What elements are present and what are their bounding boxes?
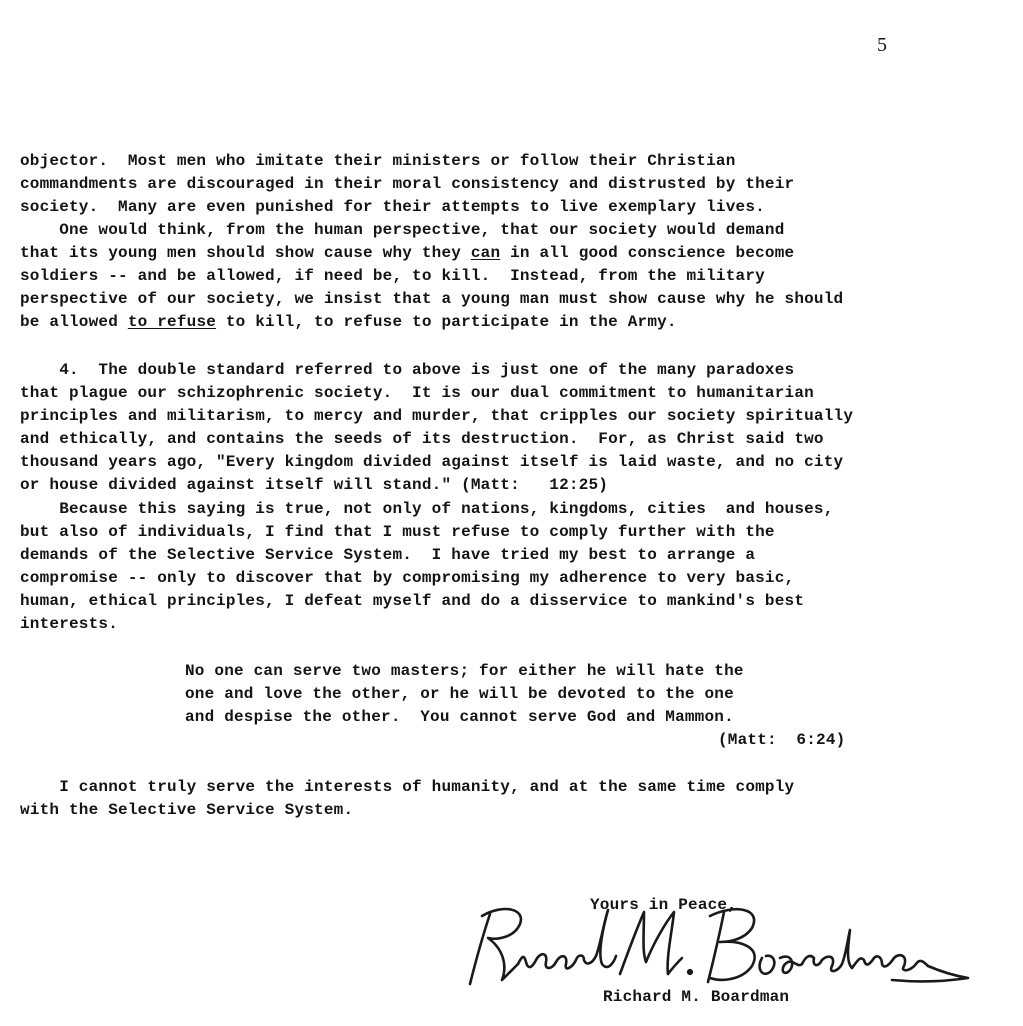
paragraph-2-line-2-after: in all good conscience become xyxy=(500,244,795,262)
paragraph-2-line-5-after: to kill, to refuse to participate in the Army. xyxy=(216,313,677,331)
paragraph-1-line-1: objector. Most men who imitate their ministers or follow their Christian xyxy=(20,152,736,170)
paragraph-4-line-3: demands of the Selective Service System. I have tried my best to arrange a xyxy=(20,546,756,564)
paragraph-2-line-2 xyxy=(20,242,794,265)
closing-paragraph-line-2: with the Selective Service System. xyxy=(20,801,354,819)
paragraph-3-line-5: thousand years ago, "Every kingdom divided against itself is laid waste, and no city xyxy=(20,453,844,471)
paragraph-2-line-3: soldiers -- and be allowed, if need be, to kill. Instead, from the military xyxy=(20,267,765,285)
paragraph-3-line-6: or house divided against itself will stand." (Matt: 12:25) xyxy=(20,476,609,494)
closing-salutation: Yours in Peace, xyxy=(590,896,738,914)
paragraph-3-line-3: principles and militarism, to mercy and murder, that cripples our society spiritually xyxy=(20,407,854,425)
quote-line-3: and despise the other. You cannot serve God and Mammon. xyxy=(185,708,734,726)
underlined-phrase-to-refuse: to refuse xyxy=(127,313,217,331)
paragraph-2-line-1: One would think, from the human perspective, that our society would demand xyxy=(20,221,785,239)
paragraph-1-line-2: commandments are discouraged in their moral consistency and distrusted by their xyxy=(20,175,795,193)
paragraph-2-line-5 xyxy=(20,311,677,334)
paragraph-2-line-4: perspective of our society, we insist that a young man must show cause why he should xyxy=(20,290,844,308)
paragraph-4-line-5: human, ethical principles, I defeat myself and do a disservice to mankind's best xyxy=(20,592,805,610)
paragraph-4-line-4: compromise -- only to discover that by compromising my adherence to very basic, xyxy=(20,569,795,587)
quote-citation: (Matt: 6:24) xyxy=(718,731,846,749)
paragraph-3-line-2: that plague our schizophrenic society. It is our dual commitment to humanitarian xyxy=(20,384,814,402)
closing-paragraph-line-1: I cannot truly serve the interests of humanity, and at the same time comply xyxy=(20,778,795,796)
quote-line-1: No one can serve two masters; for either he will hate the xyxy=(185,662,744,680)
quote-line-2: one and love the other, or he will be devoted to the one xyxy=(185,685,734,703)
paragraph-4-line-1: Because this saying is true, not only of nations, kingdoms, cities and houses, xyxy=(20,500,834,518)
paragraph-3-line-1: 4. The double standard referred to above is just one of the many paradoxes xyxy=(20,361,795,379)
page-number: 5 xyxy=(877,34,887,56)
paragraph-2-line-2-before: that its young men should show cause why they xyxy=(20,244,471,262)
paragraph-3-line-4: and ethically, and contains the seeds of its destruction. For, as Christ said two xyxy=(20,430,824,448)
paragraph-2-line-5-before: be allowed xyxy=(20,313,128,331)
typed-name: Richard M. Boardman xyxy=(603,988,790,1006)
paragraph-4-line-2: but also of individuals, I find that I must refuse to comply further with the xyxy=(20,523,775,541)
paragraph-1-line-3: society. Many are even punished for their attempts to live exemplary lives. xyxy=(20,198,765,216)
underlined-word-can: can xyxy=(470,244,501,262)
paragraph-4-line-6: interests. xyxy=(20,615,119,633)
